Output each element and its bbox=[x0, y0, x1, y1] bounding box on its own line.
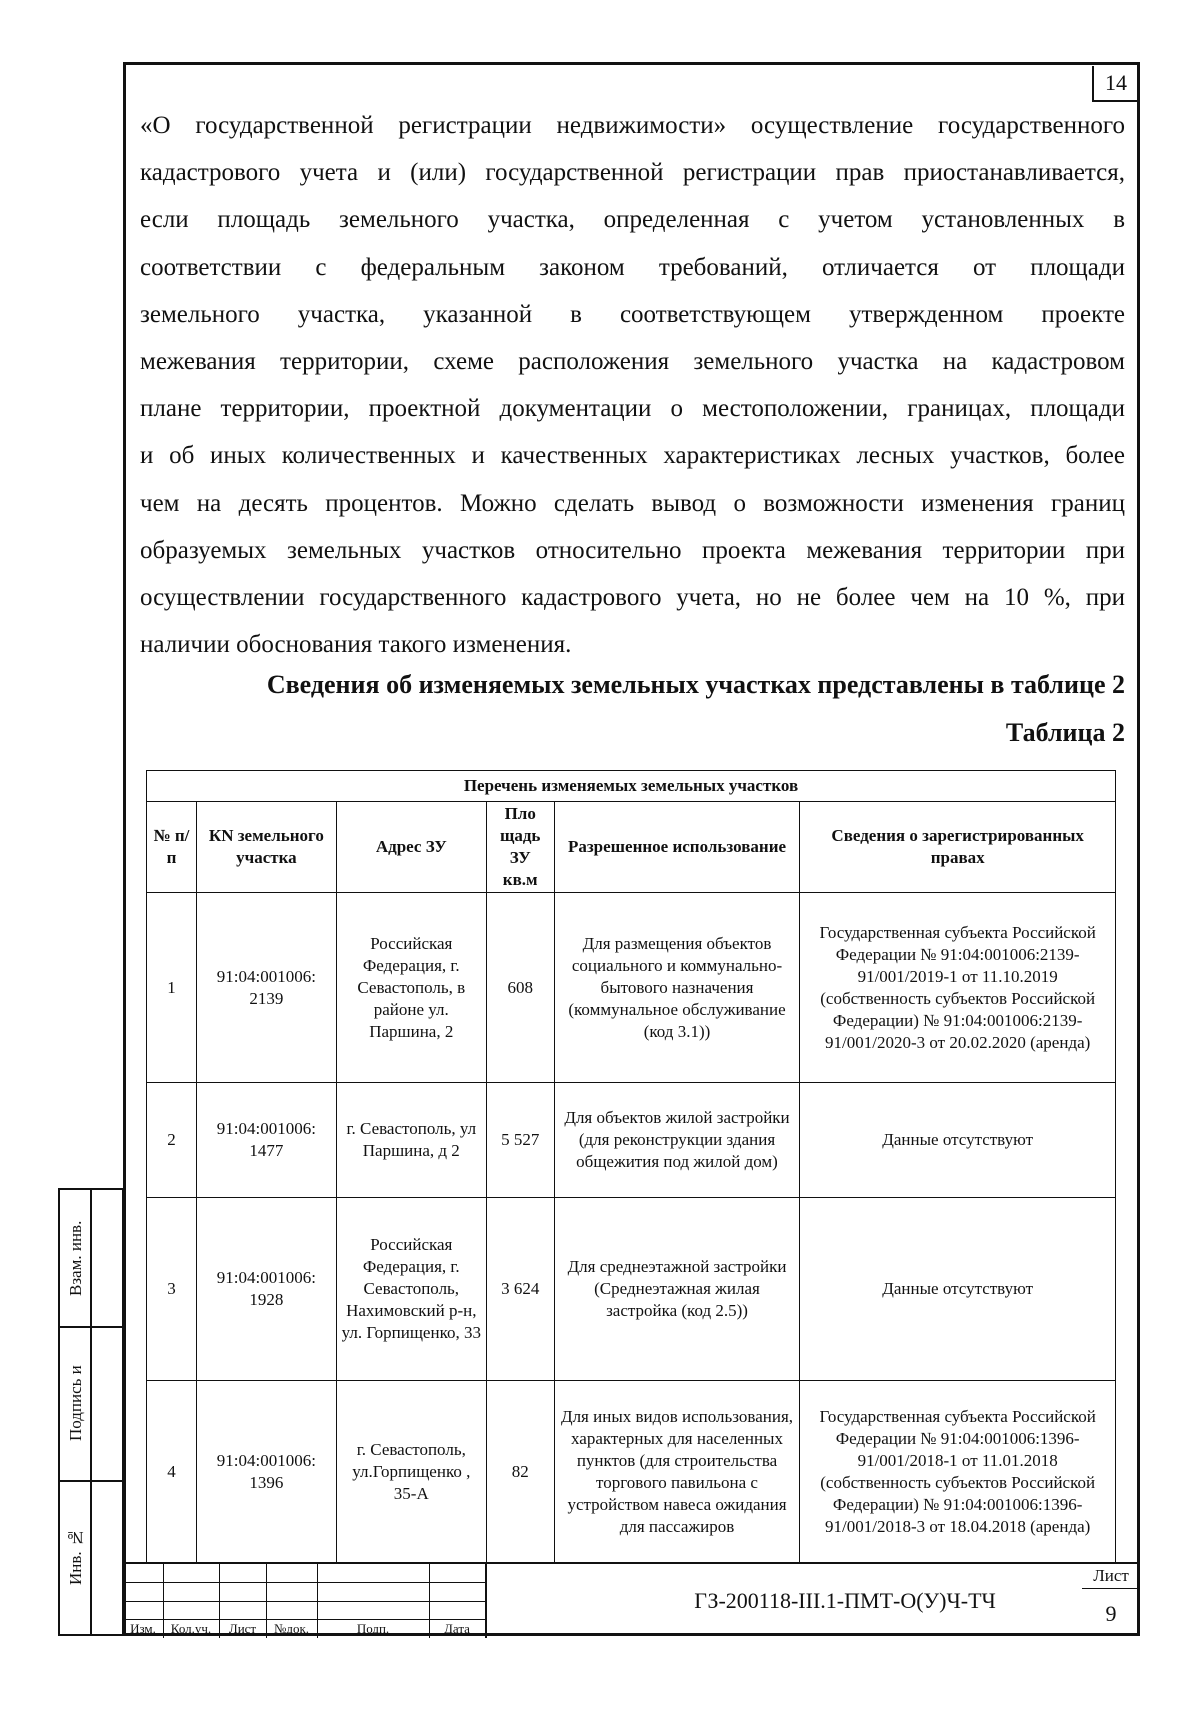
paragraph-line: кадастрового учета и (или) государственной регистрации прав приостанавливается, bbox=[140, 159, 1125, 187]
sheet-divider bbox=[1082, 1588, 1140, 1589]
paragraph-line: наличии обоснования такого изменения. bbox=[140, 631, 572, 659]
label-inv-no: Инв. № bbox=[66, 1528, 85, 1586]
grid-line bbox=[123, 1582, 485, 1583]
body-paragraph bbox=[140, 102, 1125, 668]
cell-area: 5 527 bbox=[486, 1083, 554, 1198]
cell-area: 608 bbox=[486, 893, 554, 1083]
sheet-number: 9 bbox=[1105, 1601, 1117, 1626]
header-area: Пло щадь ЗУ кв.м bbox=[486, 802, 554, 893]
cell-num: 3 bbox=[147, 1198, 197, 1381]
cell-permitted-use: Для среднеэтажной застройки (Среднеэтажная жилая застройка (код 2.5)) bbox=[554, 1198, 800, 1381]
cell-registered-rights: Государственная субъекта Российской Федерации № 91:04:001006:2139-91/001/2019-1 от 11.10.2019 (собственность субъектов Российской Федерации) № 91:04:001006:2139-91/001/2020-3 от 20.02.2020 (аренда) bbox=[800, 893, 1116, 1083]
cell-permitted-use: Для иных видов использования, характерных для населенных пунктов (для строительства торгового павильона с устройством навеса ожидания для пассажиров bbox=[554, 1381, 800, 1564]
label-list: Лист bbox=[228, 1621, 257, 1636]
paragraph-line: чем на десять процентов. Можно сделать вывод о возможности изменения границ bbox=[140, 489, 1125, 517]
table-row bbox=[147, 893, 1116, 1083]
cell-address: г. Севастополь, ул.Горпищенко , 35-А bbox=[336, 1381, 486, 1564]
paragraph-line: межевания территории, схеме расположения земельного участка на кадастровом bbox=[140, 347, 1125, 375]
cell-cadastral-number: 91:04:001006: 1928 bbox=[196, 1198, 336, 1381]
cell-address: Российская Федерация, г. Севастополь, Нахимовский р-н, ул. Горпищенко, 33 bbox=[336, 1198, 486, 1381]
label-data: Дата bbox=[444, 1621, 470, 1636]
cell-area: 3 624 bbox=[486, 1198, 554, 1381]
sheet-label: Лист bbox=[1093, 1566, 1129, 1585]
label-podp: Подп. bbox=[356, 1621, 390, 1636]
header-num: № п/п bbox=[147, 802, 197, 893]
cell-num: 1 bbox=[147, 893, 197, 1083]
cell-cadastral-number: 91:04:001006: 1396 bbox=[196, 1381, 336, 1564]
side-stamp bbox=[58, 1188, 124, 1636]
paragraph-line: осуществлении государственного кадастрового учета, но не более чем на 10 %, при bbox=[140, 583, 1125, 611]
table-caption: Сведения об изменяемых земельных участках представлены в таблице 2 bbox=[266, 670, 1125, 699]
grid-line bbox=[123, 1619, 485, 1620]
land-plots-table bbox=[146, 770, 1116, 1564]
paragraph-line: образуемых земельных участков относительно проекта межевания территории при bbox=[140, 536, 1125, 564]
cell-cadastral-number: 91:04:001006: 1477 bbox=[196, 1083, 336, 1198]
cell-num: 2 bbox=[147, 1083, 197, 1198]
table-title: Перечень изменяемых земельных участков bbox=[147, 771, 1116, 802]
cell-area: 82 bbox=[486, 1381, 554, 1564]
cell-address: г. Севастополь, ул Паршина, д 2 bbox=[336, 1083, 486, 1198]
cell-registered-rights: Данные отсутствуют bbox=[800, 1198, 1116, 1381]
label-izm: Изм. bbox=[130, 1621, 156, 1636]
cell-permitted-use: Для объектов жилой застройки (для реконструкции здания общежития под жилой дом) bbox=[554, 1083, 800, 1198]
cell-registered-rights: Данные отсутствуют bbox=[800, 1083, 1116, 1198]
table-header-row bbox=[147, 802, 1116, 893]
cell-num: 4 bbox=[147, 1381, 197, 1564]
cell-cadastral-number: 91:04:001006: 2139 bbox=[196, 893, 336, 1083]
header-permitted-use: Разрешенное использование bbox=[554, 802, 800, 893]
paragraph-line: земельного участка, указанной в соответствующем утвержденном проекте bbox=[140, 300, 1125, 328]
title-block-grid bbox=[123, 1564, 485, 1638]
paragraph-line: соответствии с федеральным законом требований, отличается от площади bbox=[140, 253, 1125, 281]
header-address: Адрес ЗУ bbox=[336, 802, 486, 893]
label-kol-uch: Кол.уч. bbox=[170, 1621, 212, 1636]
label-podpis: Подпись и bbox=[66, 1365, 85, 1441]
label-ndok: №док. bbox=[273, 1621, 310, 1636]
document-code: ГЗ-200118-III.1-ПМТ-О(У)Ч-ТЧ bbox=[485, 1564, 1200, 1638]
table-row bbox=[147, 1198, 1116, 1381]
title-block bbox=[123, 1562, 1140, 1636]
corner-page-number: 14 bbox=[1092, 66, 1138, 102]
table-row bbox=[147, 1083, 1116, 1198]
paragraph-line: плане территории, проектной документации о местоположении, границах, площади bbox=[140, 395, 1125, 423]
paragraph-line: и об иных количественных и качественных характеристиках лесных участков, более bbox=[140, 442, 1125, 470]
header-cadastral-number: КN земельного участка bbox=[196, 802, 336, 893]
grid-line bbox=[123, 1601, 485, 1602]
paragraph-line: «О государственной регистрации недвижимости» осуществление государственного bbox=[140, 112, 1125, 139]
table-number-label: Таблица 2 bbox=[1005, 718, 1125, 747]
label-vzam-inv: Взам. инв. bbox=[66, 1220, 85, 1296]
cell-permitted-use: Для размещения объектов социального и коммунально-бытового назначения (коммунальное обслуживание (код 3.1)) bbox=[554, 893, 800, 1083]
header-registered-rights: Сведения о зарегистрированных правах bbox=[800, 802, 1116, 893]
cell-registered-rights: Государственная субъекта Российской Федерации № 91:04:001006:1396-91/001/2018-1 от 11.01.2018 (собственность субъектов Российской Федерации) № 91:04:001006:1396-91/001/2018-3 от 18.04.2018 (аренда) bbox=[800, 1381, 1116, 1564]
table-row bbox=[147, 1381, 1116, 1564]
paragraph-line: если площадь земельного участка, определенная с учетом установленных в bbox=[140, 206, 1125, 234]
cell-address: Российская Федерация, г. Севастополь, в районе ул. Паршина, 2 bbox=[336, 893, 486, 1083]
